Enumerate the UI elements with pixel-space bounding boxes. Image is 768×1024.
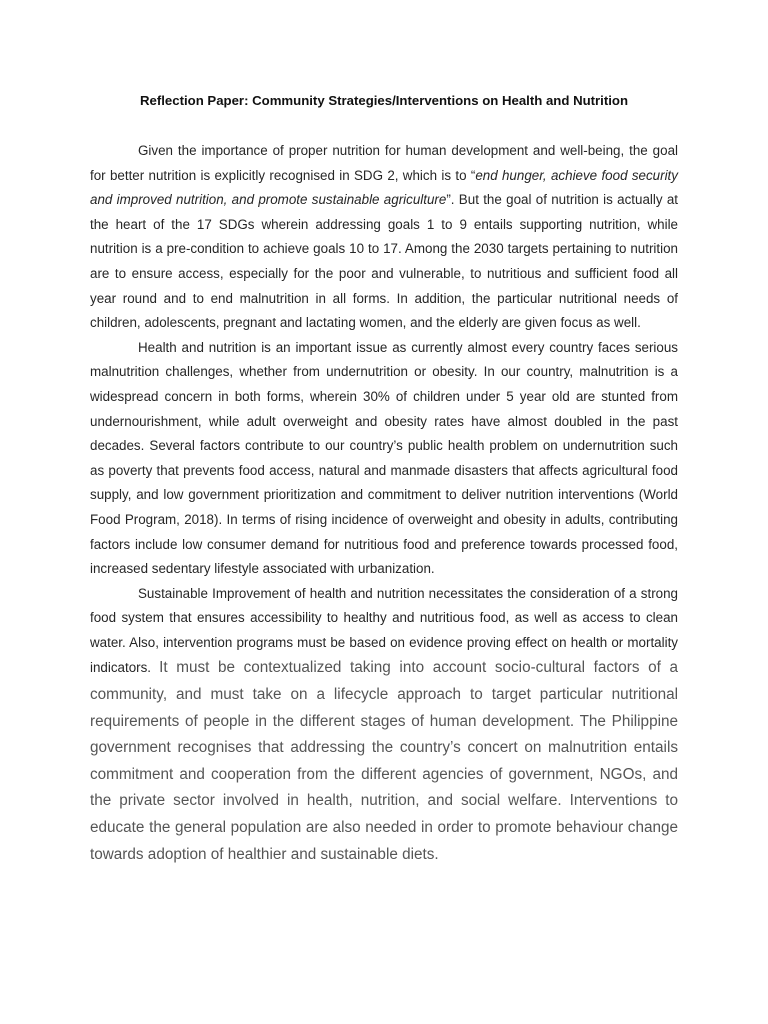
text-run: It must be contextualized taking into account socio-cultural factors of a community, and must take on a lifecycle approach to target particular nutritional requirements of people in the different stages of human development. The Philippine government recognises that addressing the country’s concert on malnutrition entails commitment and cooperation from the different agencies of government, NGOs, and the private sector involved in health, nutrition, and social welfare. Interventions to educate the general population are also needed in order to promote behaviour change towards adoption of healthier and sustainable diets. bbox=[90, 659, 678, 863]
text-run: Given the importance of proper nutrition for human development and well-being, the goal for better nutrition is explicitly recognised in SDG 2, which is to “ bbox=[90, 143, 678, 183]
paragraph-2 bbox=[90, 336, 678, 582]
text-column bbox=[90, 90, 678, 868]
text-run: Health and nutrition is an important issue as currently almost every country faces serious malnutrition challenges, whether from undernutrition or obesity. In our country, malnutrition is a widespread concern in both forms, wherein 30% of children under 5 year old are stunted from undernourishment, while adult overweight and obesity rates have almost doubled in the past decades. Several factors contribute to our country’s public health problem on undernutrition such as poverty that prevents food access, natural and manmade disasters that affects agricultural food supply, and low government prioritization and commitment to deliver nutrition interventions (World Food Program, 2018). In terms of rising incidence of overweight and obesity in adults, contributing factors include low consumer demand for nutritious food and preference towards processed food, increased sedentary lifestyle associated with urbanization. bbox=[90, 339, 678, 577]
document-title: Reflection Paper: Community Strategies/Interventions on Health and Nutrition bbox=[140, 93, 628, 108]
paragraph-3 bbox=[90, 582, 678, 869]
text-run: Sustainable Improvement of health and nutrition necessitates the consideration of a strong food system that ensures accessibility to healthy and nutritious food, as well as access to clean water. Also, intervention programs must be based on evidence proving effect on health or mortality indicators. bbox=[90, 585, 678, 676]
paragraph-1 bbox=[90, 139, 678, 336]
text-run: ”. But the goal of nutrition is actually at the heart of the 17 SDGs wherein addressing goals 1 to 9 entails supporting nutrition, while nutrition is a pre-condition to achieve goals 10 to 17. Among the 2030 targets pertaining to nutrition are to ensure access, especially for the poor and vulnerable, to nutritious and sufficient food all year round and to end malnutrition in all forms. In addition, the particular nutritional needs of children, adolescents, pregnant and lactating women, and the elderly are given focus as well. bbox=[90, 192, 678, 331]
text-run: end hunger, achieve food security and improved nutrition, and promote sustainable agriculture bbox=[90, 167, 678, 208]
